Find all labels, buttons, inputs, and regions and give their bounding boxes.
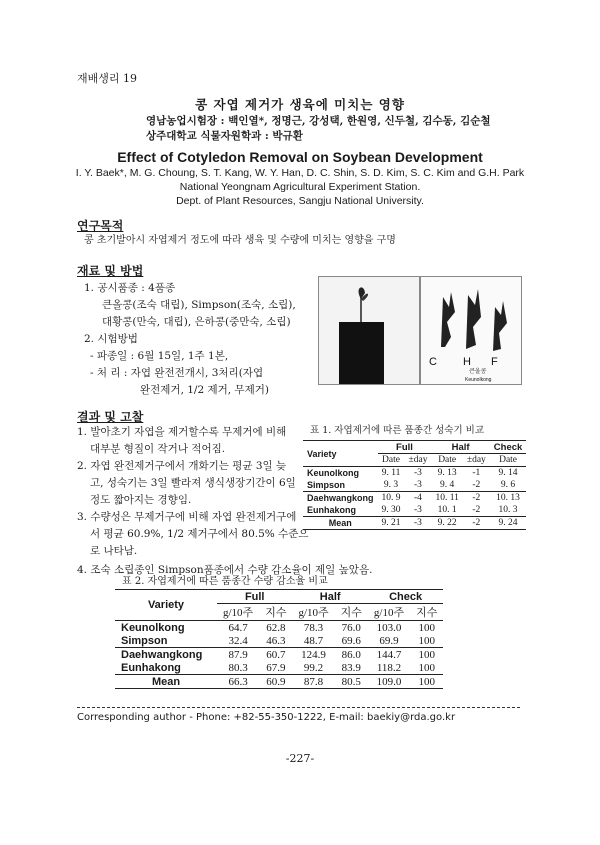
table-cell: 124.9 <box>301 648 326 661</box>
authors-english: I. Y. Baek*, M. G. Choung, S. T. Kang, W. Y. Han, D. C. Shin, S. D. Kim, S. C. Kim and G.H. Park <box>75 167 525 179</box>
results-3b: 서 평균 60.9%, 1/2 제거구에서 80.5% 수준으 <box>90 528 309 540</box>
methods-item-2: 2. 시험방법 <box>84 333 138 345</box>
results-1a: 1. 발아초기 자엽을 제거할수록 무제거에 비해 <box>77 426 287 438</box>
table1-subcol: Date <box>382 455 400 465</box>
table-cell: 9. 24 <box>498 518 518 528</box>
table1 <box>303 440 526 530</box>
table-cell: 99.2 <box>303 661 324 674</box>
results-2a: 2. 자엽 완전제거구에서 개화기는 평균 3일 늦 <box>77 460 287 472</box>
table-row <box>115 621 443 635</box>
table-cell: -3 <box>414 480 422 490</box>
table-cell: 87.8 <box>303 675 324 688</box>
table-cell: 80.3 <box>228 661 248 674</box>
table2-group-check: Check <box>368 590 443 604</box>
footnote: Corresponding author - Phone: +82-55-350-1222, E-mail: baekiy@rda.go.kr <box>77 712 456 723</box>
title-korean: 콩 자엽 제거가 생육에 미치는 영향 <box>195 97 405 112</box>
table1-variety-header: Variety <box>303 441 378 467</box>
table-cell: 32.4 <box>228 634 248 647</box>
results-2b: 고, 성숙기는 3일 빨라져 생식생장기간이 6일 <box>90 477 296 489</box>
table2-title: 표 2. 자엽제거에 따른 품종간 수량 감소율 비교 <box>122 576 328 587</box>
table-row <box>303 504 526 517</box>
table-cell: 9. 6 <box>500 480 516 490</box>
methods-heading: 재료 및 방법 <box>77 264 144 278</box>
table-row <box>115 661 443 675</box>
table2-subcol: g/10주 <box>223 607 254 619</box>
table-cell: 10. 3 <box>498 505 518 515</box>
table-row <box>303 492 526 505</box>
table-cell: -3 <box>414 468 422 478</box>
table-cell: -2 <box>472 505 481 515</box>
table-cell: 10. 1 <box>437 505 457 515</box>
table-cell: -2 <box>472 493 481 503</box>
table-cell: 66.3 <box>228 675 248 688</box>
table2-subcol: 지수 <box>340 607 362 619</box>
table-row <box>303 517 526 530</box>
table-cell: 78.3 <box>303 621 324 634</box>
table-cell: 62.8 <box>266 621 286 634</box>
results-3c: 로 나타남. <box>90 545 138 557</box>
table-cell: 9. 22 <box>437 518 457 528</box>
table-cell: 46.3 <box>266 634 286 647</box>
table-cell: 86.0 <box>341 648 361 661</box>
table-cell: 100 <box>418 661 435 674</box>
table1-subcol: Date <box>438 455 457 465</box>
methods-item-1a: 큰올콩(조숙 대립), Simpson(조숙, 소립), <box>102 299 296 311</box>
page-number: -227- <box>285 752 315 765</box>
table-cell: 100 <box>418 634 435 647</box>
methods-item-2b: - 처 리 : 자엽 완전전개시, 3처리(자엽 <box>90 367 264 379</box>
purpose-text: 콩 초기발아시 자엽제거 정도에 따라 생육 및 수량에 미치는 영향을 구명 <box>84 235 396 246</box>
table1-title: 표 1. 자엽제거에 따른 품종간 성숙기 비교 <box>310 425 485 436</box>
table-cell: 48.7 <box>303 634 324 647</box>
table-cell: 9. 21 <box>381 518 401 528</box>
table-cell: -2 <box>472 480 481 490</box>
table-cell: 9. 30 <box>381 505 401 515</box>
table-cell: 60.7 <box>266 648 286 661</box>
table2-variety: Keunolkong <box>121 621 185 634</box>
table-cell: 9. 3 <box>383 480 399 490</box>
table-cell: 10. 11 <box>435 493 459 503</box>
table-cell: 9. 4 <box>440 480 455 490</box>
authors-korean-2: 상주대학교 식물자원학과 : 박규환 <box>146 130 303 142</box>
footnote-divider <box>77 707 520 708</box>
table-cell: -1 <box>472 468 481 478</box>
table1-variety: Simpson <box>307 480 346 490</box>
table-cell: 103.0 <box>376 621 402 634</box>
affiliation-2: Dept. of Plant Resources, Sangju National University. <box>176 195 424 207</box>
table-cell: 69.9 <box>379 634 399 647</box>
table-cell: 69.6 <box>341 634 361 647</box>
table1-variety: Eunhakong <box>307 505 356 515</box>
methods-item-2c: 완전제거, 1/2 제거, 무제거) <box>140 384 269 396</box>
table2-subcol: 지수 <box>416 607 438 619</box>
table1-variety: Keunolkong <box>307 468 359 478</box>
table-cell: -3 <box>414 518 422 528</box>
table-cell: 100 <box>418 621 435 634</box>
photo-caption: 큰올콩 <box>469 368 487 375</box>
authors-korean-1: 영남농업시험장 : 백인열*, 정명근, 강성택, 한원영, 신두철, 김수동, 김순철 <box>146 115 491 127</box>
methods-item-1b: 대황콩(만숙, 대립), 은하콩(중만숙, 소립) <box>102 316 291 328</box>
table1-variety: Mean <box>328 518 352 528</box>
methods-item-1: 1. 공시품종 : 4품종 <box>84 282 176 294</box>
title-english: Effect of Cotyledon Removal on Soybean Development <box>117 149 483 165</box>
table-row <box>303 479 526 492</box>
table1-group-half: Half <box>431 441 489 454</box>
table-row <box>115 675 443 689</box>
table-cell: 76.0 <box>341 621 361 634</box>
photo-seedling <box>318 276 420 385</box>
photo-label-c: C <box>429 356 437 368</box>
table-cell: 100 <box>418 675 435 688</box>
photo-caption-en: Keunolkong <box>465 377 492 383</box>
table2-subcol: 지수 <box>265 607 287 619</box>
results-1b: 대부분 형질이 작거나 적어짐. <box>90 443 226 455</box>
table1-subcol: ±day <box>408 455 428 465</box>
results-heading: 결과 및 고찰 <box>77 410 144 424</box>
table1-variety: Daehwangkong <box>307 493 374 503</box>
table2-subcol: g/10주 <box>298 607 329 619</box>
table2-variety: Daehwangkong <box>121 648 203 661</box>
table-row <box>115 648 443 662</box>
table2-group-full: Full <box>217 590 292 604</box>
table-cell: 144.7 <box>376 648 402 661</box>
affiliation-1: National Yeongnam Agricultural Experiment Station. <box>179 181 421 193</box>
results-2c: 정도 짧아지는 경향임. <box>90 494 192 506</box>
table-cell: 83.9 <box>341 661 361 674</box>
table1-group-check: Check <box>490 441 527 454</box>
table2-group-half: Half <box>292 590 367 604</box>
table-cell: 10. 9 <box>381 493 401 503</box>
table-cell: 80.5 <box>341 675 361 688</box>
table1-group-full: Full <box>378 441 432 454</box>
table2 <box>115 589 443 689</box>
table-cell: 109.0 <box>376 675 402 688</box>
table-cell: 60.9 <box>266 675 286 688</box>
results-3a: 3. 수량성은 무제거구에 비해 자엽 완전제거구에 <box>77 511 297 523</box>
table-cell: 9. 14 <box>498 468 518 478</box>
table-cell: 10. 13 <box>496 493 520 503</box>
table2-variety: Eunhakong <box>121 661 181 674</box>
table2-variety: Mean <box>151 675 181 688</box>
photo-treatments <box>420 276 522 385</box>
running-header: 재배생리 19 <box>77 72 137 85</box>
table-cell: 67.9 <box>266 661 286 674</box>
table1-subcol: Date <box>499 455 518 465</box>
table2-variety-header: Variety <box>115 590 217 621</box>
table-cell: -3 <box>414 505 422 515</box>
table-cell: -2 <box>472 518 481 528</box>
table-cell: -4 <box>414 493 422 503</box>
table-row <box>303 467 526 480</box>
table2-subcol: g/10주 <box>373 607 405 619</box>
table-cell: 9. 13 <box>437 468 457 478</box>
photo-label-h: H <box>463 356 471 368</box>
table-cell: 87.9 <box>228 648 248 661</box>
photo-label-f: F <box>491 356 498 368</box>
table-row <box>115 634 443 648</box>
table-cell: 100 <box>418 648 435 661</box>
results-4: 4. 조숙 소립종인 Simpson품종에서 수량 감소율이 제일 높았음. <box>77 564 373 576</box>
methods-item-2a: - 파종일 : 6월 15일, 1주 1본, <box>90 350 229 362</box>
table-cell: 64.7 <box>228 621 248 634</box>
table-cell: 118.2 <box>376 661 402 674</box>
table2-variety: Simpson <box>121 634 168 647</box>
table1-subcol: ±day <box>466 455 486 465</box>
table-cell: 9. 11 <box>381 468 401 478</box>
purpose-heading: 연구목적 <box>77 219 124 233</box>
